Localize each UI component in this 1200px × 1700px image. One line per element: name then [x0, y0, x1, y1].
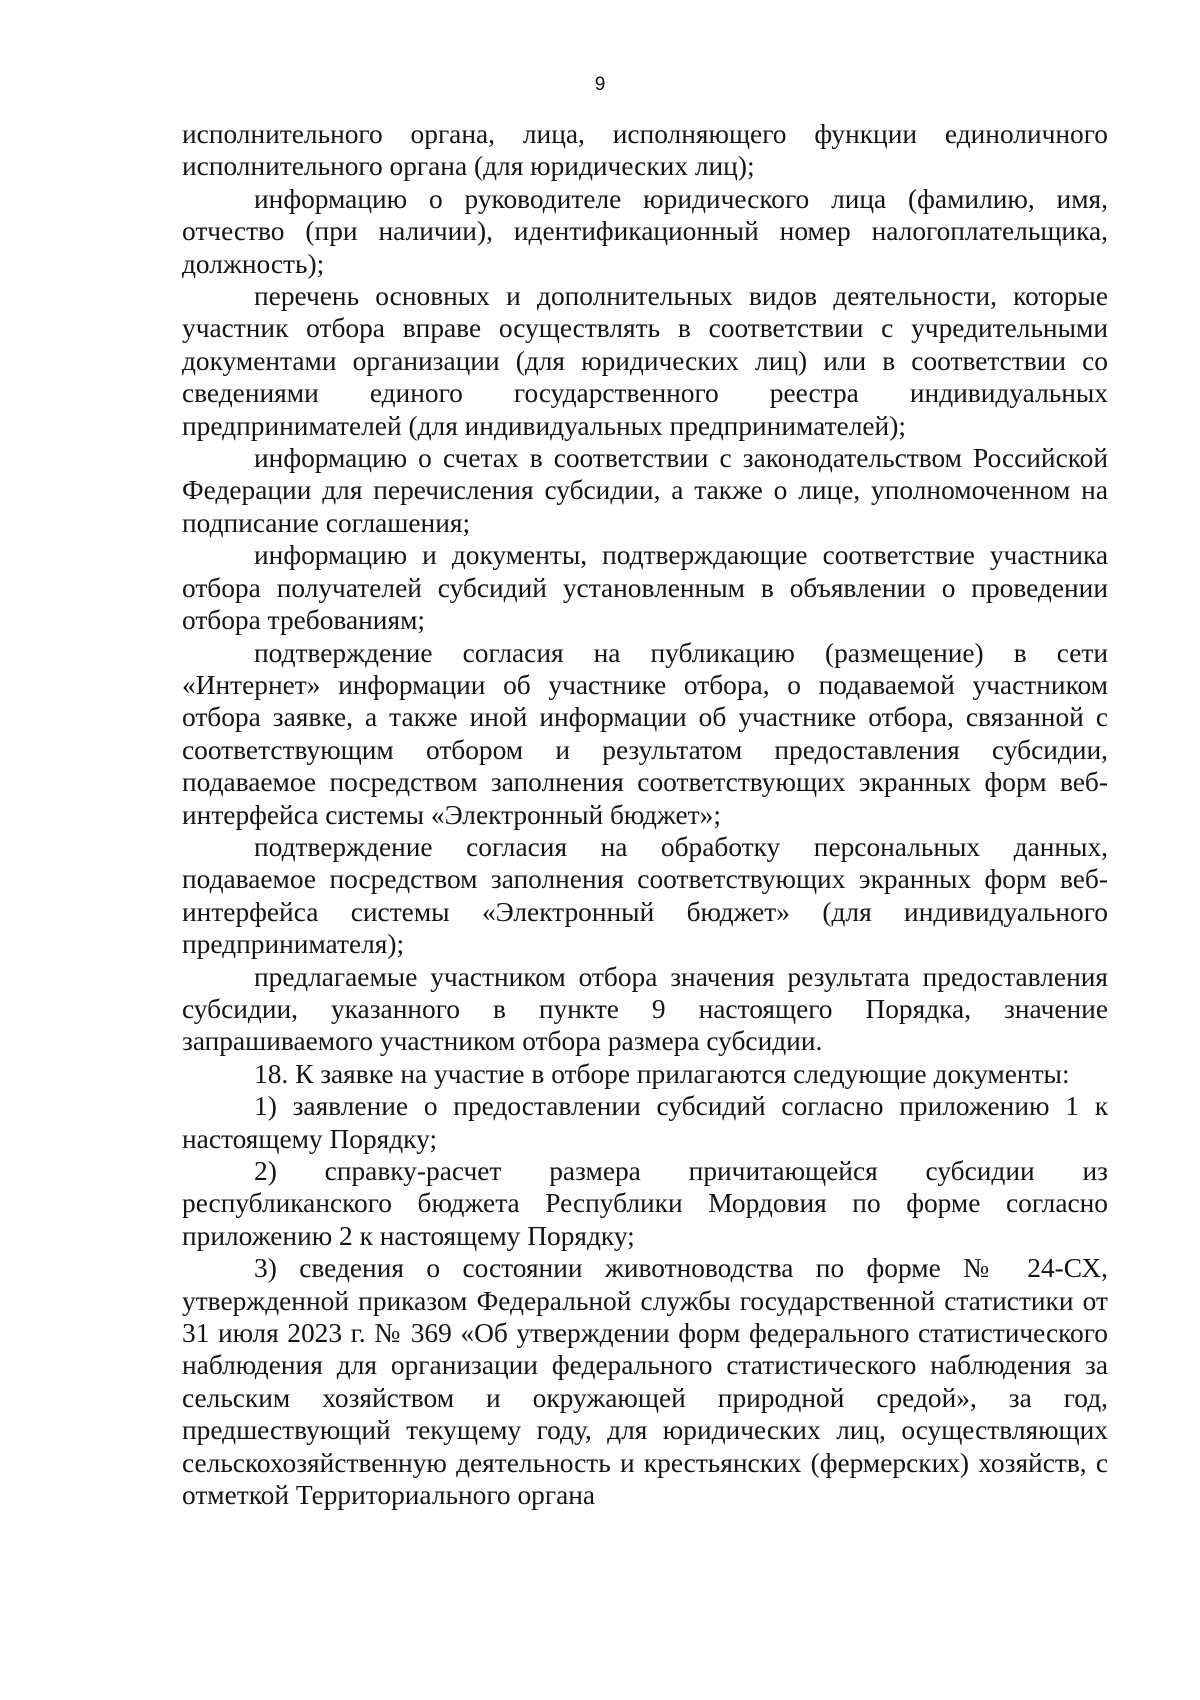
paragraph: перечень основных и дополнительных видов деятельности, которые участник отбора вправе осуществлять в соответствии с учредительными документами организации (для юридических лиц) или в соответствии со сведениями единого государственного реестра индивидуальных предпринимателей (для индивидуальных предпринимателей);: [182, 281, 1108, 441]
paragraph: информацию о руководителе юридического лица (фамилию, имя, отчество (при наличии), идентификационный номер налогоплательщика, должность);: [182, 183, 1108, 279]
paragraph: 2) справку-расчет размера причитающейся субсидии из республиканского бюджета Республики Мордовия по форме согласно приложению 2 к настоящему Порядку;: [182, 1156, 1108, 1251]
paragraph: предлагаемые участником отбора значения результата предоставления субсидии, указанного в пункте 9 настоящего Порядка, значение запрашиваемого участником отбора размера субсидии.: [182, 961, 1108, 1057]
paragraph: исполнительного органа, лица, исполняющего функции единоличного исполнительного органа (для юридических лиц);: [182, 119, 1108, 182]
paragraph: информацию и документы, подтверждающие соответствие участника отбора получателей субсидий установленным в объявлении о проведении отбора требованиям;: [182, 540, 1108, 636]
paragraph: 3) сведения о состоянии животноводства по форме № 24-СХ, утвержденной приказом Федеральной службы государственной статистики от 31 июля 2023 г. № 369 «Об утверждении форм федерального статистического наблюдения для организации федерального статистического наблюдения за сельским хозяйством и окружающей природной средой», за год, предшествующий текущему году, для юридических лиц, осуществляющих сельскохозяйственную деятельность и крестьянских (фермерских) хозяйств, с отметкой Территориального органа: [182, 1253, 1108, 1511]
paragraph: информацию о счетах в соответствии с законодательством Российской Федерации для перечисления субсидии, а также о лице, уполномоченном на подписание соглашения;: [182, 443, 1108, 538]
page-number: 9: [594, 74, 606, 95]
paragraph: 1) заявление о предоставлении субсидий согласно приложению 1 к настоящему Порядку;: [182, 1091, 1108, 1154]
document-body: [182, 118, 1108, 1511]
paragraph: 18. К заявке на участие в отборе прилагаются следующие документы:: [254, 1058, 1070, 1089]
paragraph: подтверждение согласия на публикацию (размещение) в сети «Интернет» информации об участнике отбора, о подаваемой участником отбора заявке, а также иной информации об участнике отбора, связанной с соответствующим отбором и результатом предоставления субсидии, подаваемое посредством заполнения соответствующих экранных форм веб-интерфейса системы «Электронный бюджет»;: [182, 637, 1108, 830]
paragraph: подтверждение согласия на обработку персональных данных, подаваемое посредством заполнения соответствующих экранных форм веб-интерфейса системы «Электронный бюджет» (для индивидуального предпринимателя);: [182, 831, 1108, 960]
